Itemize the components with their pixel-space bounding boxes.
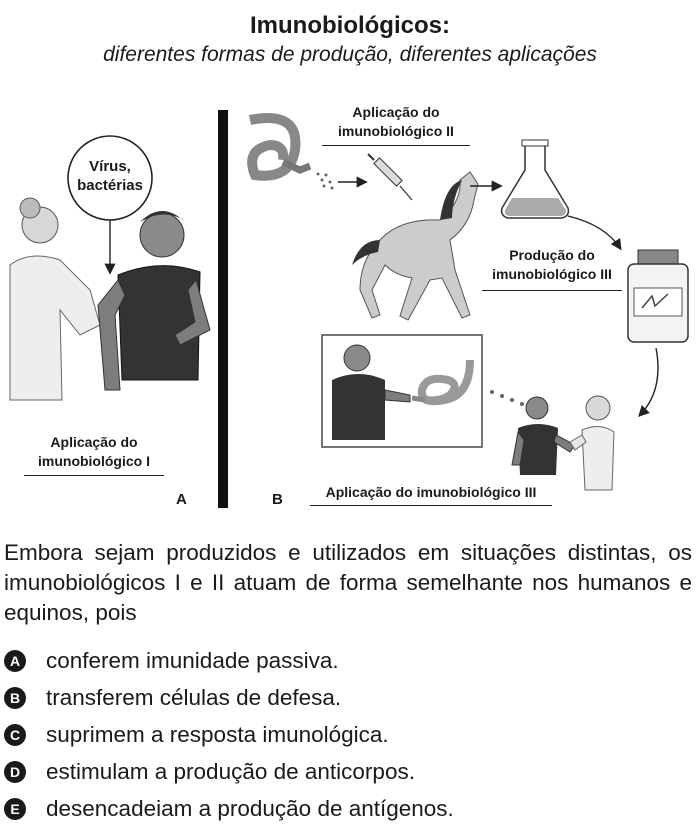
option-a[interactable] — [4, 646, 339, 676]
option-text: desencadeiam a produção de antígenos. — [46, 796, 454, 821]
arrow-vial-to-patient — [640, 348, 658, 415]
option-text: estimulam a produção de anticorpos. — [46, 759, 415, 784]
option-text: suprimem a resposta imunológica. — [46, 722, 389, 747]
label-application-3: Aplicação do imunobiológico III — [310, 483, 552, 506]
option-text: transferem células de defesa. — [46, 685, 342, 710]
option-b[interactable] — [4, 683, 341, 713]
option-text: conferem imunidade passiva. — [46, 648, 339, 673]
panel-a-letter: A — [176, 491, 187, 508]
panel-divider — [218, 110, 228, 508]
flask-icon — [502, 140, 569, 218]
panel-b-letter: B — [272, 491, 283, 508]
figure-title: Imunobiológicos: — [250, 12, 450, 39]
snake-illustration — [250, 118, 310, 176]
vial-icon — [628, 250, 688, 342]
nurse-illustration-b — [570, 396, 614, 490]
option-letter: D — [4, 761, 26, 783]
label-application-1: Aplicação do imunobiológico I — [24, 433, 164, 476]
question-stem: Embora sejam produzidos e utilizados em situações distintas, os imunobiológicos I e II atuam de forma semelhante nos humanos e equinos, pois — [4, 540, 692, 625]
patient-illustration-a — [98, 211, 210, 390]
option-c[interactable] — [4, 720, 389, 750]
figure-subtitle: diferentes formas de produção, diferentes aplicações — [103, 43, 597, 66]
option-letter: B — [4, 687, 26, 709]
syringe-icon — [368, 154, 412, 200]
bubble-text: Vírus, bactérias — [77, 158, 143, 194]
dotted-connector — [490, 390, 524, 406]
patient-illustration-b — [512, 397, 575, 475]
horse-illustration — [352, 172, 478, 320]
option-letter: E — [4, 798, 26, 820]
arrow-flask-to-vial — [568, 216, 620, 248]
option-d[interactable] — [4, 757, 415, 787]
venom-drops — [317, 173, 334, 190]
option-e[interactable] — [4, 794, 454, 824]
nurse-illustration-a — [10, 198, 100, 400]
option-letter: A — [4, 650, 26, 672]
label-production-3: Produção do imunobiológico III — [482, 246, 622, 291]
option-letter: C — [4, 724, 26, 746]
label-application-2: Aplicação do imunobiológico II — [322, 103, 470, 146]
